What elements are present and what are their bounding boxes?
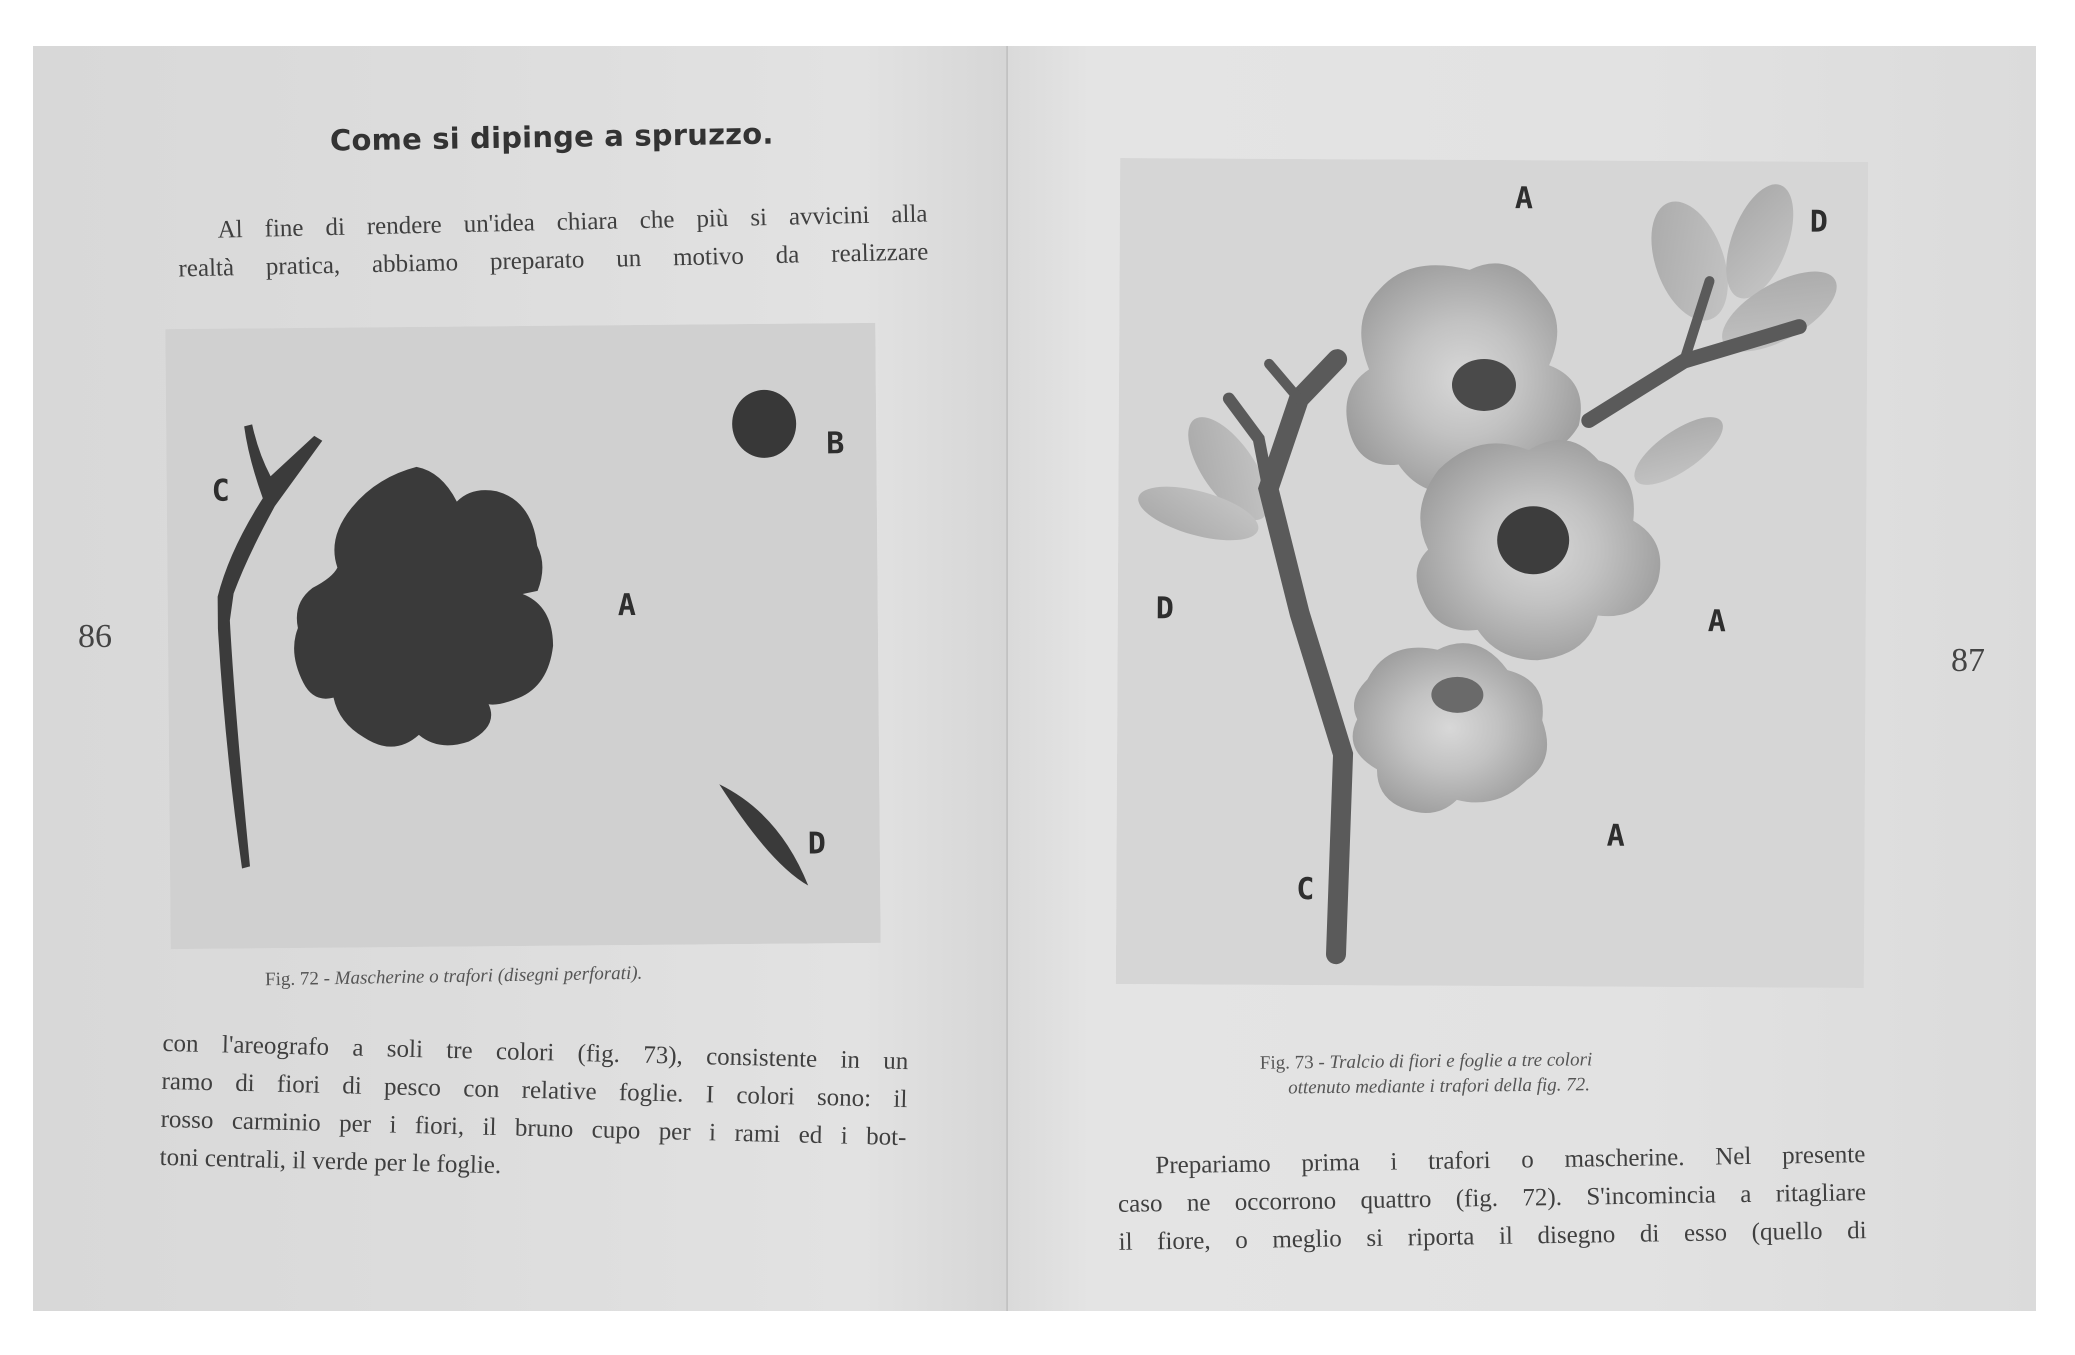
text-line: ramo di fiori di pesco con relative foglie. I colori sono: il	[161, 1067, 908, 1114]
label-b: B	[826, 426, 845, 462]
label-d-left: D	[1155, 591, 1174, 627]
caption-prefix: Fig. 72 -	[264, 968, 331, 991]
label-c: C	[211, 473, 230, 509]
figure-73-caption	[1260, 1047, 1593, 1100]
label-a: A	[617, 588, 636, 624]
text-line: realtà pratica, abbiamo preparato un motivo da realizzare	[178, 238, 929, 283]
open-book	[33, 46, 2036, 1311]
figure-73-flower-branch	[1116, 158, 1868, 988]
intro-paragraph	[177, 196, 929, 289]
caption-text: Mascherine o trafori (disegni perforati).	[334, 962, 643, 990]
page-number-right: 87	[1951, 642, 1985, 679]
text-line: Al fine di rendere un'idea chiara che più si avvicini alla	[217, 200, 928, 244]
label-c-branch: C	[1296, 871, 1315, 908]
caption-line-1	[1260, 1047, 1593, 1075]
label-a-middle: A	[1707, 604, 1726, 640]
text-line: con l'areografo a soli tre colori (fig. 73), consistente in un	[162, 1029, 909, 1076]
label-a-top: A	[1514, 181, 1534, 217]
page-number-left: 86	[78, 618, 112, 655]
caption-prefix: Fig. 73 -	[1259, 1052, 1325, 1074]
caption-text: Tralcio di fiori e foglie a tre colori	[1329, 1049, 1593, 1074]
text-line: Prepariamo prima i trafori o mascherine. Nel presente	[1155, 1141, 1866, 1180]
caption-line-2	[1260, 1072, 1593, 1100]
body-paragraph	[1117, 1136, 1867, 1262]
figure-72-stencils	[165, 323, 880, 949]
label-d: D	[807, 826, 827, 862]
label-d-top-right: D	[1809, 204, 1828, 240]
text-line: caso ne occorrono quattro (fig. 72). S'incomincia a ritagliare	[1117, 1179, 1867, 1218]
text-line: toni centrali, il verde per le foglie.	[159, 1143, 502, 1180]
chapter-heading: Come si dipinge a spruzzo.	[329, 116, 774, 158]
text-line: il fiore, o meglio si riporta il disegno di esso (quello di	[1118, 1217, 1867, 1256]
figure-72-caption	[265, 961, 643, 993]
left-page	[33, 46, 1008, 1311]
text-line: rosso carminio per i fiori, il bruno cupo per i rami ed i bot-	[160, 1105, 907, 1152]
body-paragraph	[159, 1025, 908, 1195]
caption-text: ottenuto mediante i trafori della fig. 72.	[1288, 1074, 1591, 1099]
center-stencil-shape	[732, 390, 797, 459]
label-a-bottom: A	[1606, 818, 1625, 854]
right-page	[1008, 46, 2036, 1311]
